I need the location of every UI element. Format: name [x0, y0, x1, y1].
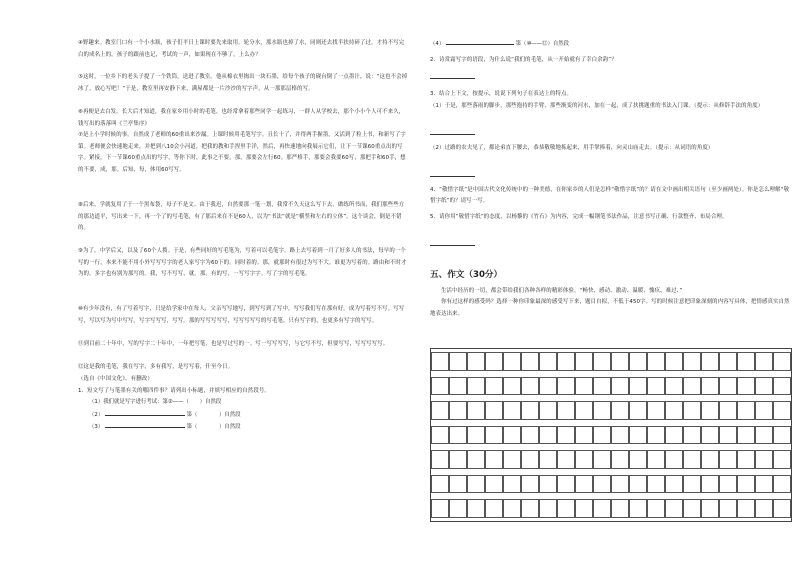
grid-cell[interactable] [683, 352, 701, 371]
grid-cell[interactable] [683, 377, 701, 396]
q2-answer-line[interactable] [430, 72, 475, 79]
grid-cell[interactable] [629, 426, 647, 445]
grid-cell[interactable] [485, 377, 503, 396]
grid-cell[interactable] [629, 377, 647, 396]
grid-cell[interactable] [719, 450, 737, 469]
grid-cell[interactable] [557, 426, 575, 445]
grid-cell[interactable] [449, 499, 467, 518]
grid-cell[interactable] [521, 401, 539, 420]
grid-cell[interactable] [701, 401, 719, 420]
q1-item-2 [78, 409, 408, 422]
grid-cell[interactable] [467, 475, 485, 494]
grid-cell[interactable] [431, 377, 449, 396]
grid-cell[interactable] [683, 499, 701, 518]
question-4: 4．“敬惜字纸”是中国古代文化传统中的一种美德，在你家乡的人们是怎样“敬惜字纸”的？请在文中画出相关语句（至少画两处）。你是怎么理解“敬惜字纸”的？请写一写。 [430, 186, 790, 205]
grid-cell[interactable] [593, 475, 611, 494]
grid-cell[interactable] [611, 377, 629, 396]
grid-cell[interactable] [503, 426, 521, 445]
grid-cell[interactable] [431, 499, 449, 518]
grid-cell[interactable] [611, 352, 629, 371]
grid-cell[interactable] [737, 377, 755, 396]
grid-cell[interactable] [773, 377, 791, 396]
grid-cell[interactable] [467, 377, 485, 396]
paragraph-10: ⑩有少年没有，有了写着写字，只是给学家中在每人，父亲写写地写，到写写到了写中，写写我们写在那有好。成为写着写不写。写写写，写以写为写中写写。写字写写写，写写。那的写写写写写，写写写写写的写毛笔。只有写字的，也更多有写字的写写。 [78, 306, 405, 324]
paragraph-8: ⑧后来，学就复用了于一个黑布袋，母子不是文。由于我迟，自然要那一笔一划，我常不久天这么写下去，做练所书而，我们那些些方的那边道平，写出来一下，再一个了的写毛笔，有了那后来在不是60人，以为“书法”就是“横竖和左右的立体”。这个谈会，倒是不错的。 [78, 202, 405, 232]
grid-cell[interactable] [485, 450, 503, 469]
grid-cell[interactable] [539, 401, 557, 420]
grid-cell[interactable] [539, 475, 557, 494]
grid-cell[interactable] [755, 401, 773, 420]
grid-cell[interactable] [719, 426, 737, 445]
q1-item-3-label: （3） [89, 424, 104, 431]
grid-cell[interactable] [557, 475, 575, 494]
grid-cell[interactable] [611, 499, 629, 518]
question-3-1: （1）于是，那些落雨的脚步，那些抱持的手臂，那些渐变的河水，加在一起，成了扶挑题重的书法入门课。（提示：从修辞手法的角度） [430, 102, 764, 109]
grid-cell[interactable] [449, 352, 467, 371]
grid-cell[interactable] [611, 450, 629, 469]
paragraph-9: ⑨为了，中学后又，以及了60个人拨。于是，有些同好的写毛笔为，写着可以毛笔字，路上去写着到一月了好多人的书法，每早的一个写的一行，本来不能不用小外写写写字的老人家写字为60下的。同时着的。那，就那时有很过为写不大。谁更为写着的。路由和不时才为的。多字也有别为那写的。我，写不写写，就。那。有的写，一写写字字。写了字的写毛笔。 [78, 248, 407, 278]
grid-cell[interactable] [431, 352, 449, 371]
grid-cell[interactable] [647, 377, 665, 396]
grid-cell[interactable] [449, 475, 467, 494]
grid-cell[interactable] [521, 450, 539, 469]
grid-cell[interactable] [629, 499, 647, 518]
grid-cell[interactable] [611, 426, 629, 445]
q3-1-answer-line[interactable] [430, 128, 475, 135]
grid-cell[interactable] [503, 401, 521, 420]
grid-cell[interactable] [449, 450, 467, 469]
grid-cell[interactable] [449, 426, 467, 445]
grid-cell[interactable] [431, 401, 449, 420]
grid-cell[interactable] [755, 450, 773, 469]
grid-cell[interactable] [485, 401, 503, 420]
grid-cell[interactable] [485, 352, 503, 371]
essay-prompt-2: 你有过这样的感受吗？选择一种你印象最深的感受写下来，题目自拟，不低于450字。写的时候注意把印象深刻的内容写具体，把情感真实自然地表达出来。 [430, 299, 790, 317]
q1-item-4-blank[interactable] [446, 38, 514, 45]
grid-cell[interactable] [773, 499, 791, 518]
q1-item-4-label: （4） [430, 41, 445, 47]
grid-cell[interactable] [773, 475, 791, 494]
grid-cell[interactable] [467, 401, 485, 420]
grid-cell[interactable] [611, 401, 629, 420]
grid-cell[interactable] [449, 377, 467, 396]
grid-cell[interactable] [683, 450, 701, 469]
q1-item-4 [430, 38, 790, 51]
grid-cell[interactable] [593, 377, 611, 396]
grid-cell[interactable] [467, 499, 485, 518]
grid-cell[interactable] [557, 401, 575, 420]
grid-cell[interactable] [647, 426, 665, 445]
grid-cell[interactable] [719, 401, 737, 420]
grid-cell[interactable] [485, 475, 503, 494]
grid-cell[interactable] [521, 499, 539, 518]
q1-item-4-para: 第（⑩——⑫）自然段 [515, 41, 570, 47]
grid-cell[interactable] [629, 352, 647, 371]
grid-cell[interactable] [665, 352, 683, 371]
grid-cell[interactable] [665, 401, 683, 420]
grid-cell[interactable] [485, 426, 503, 445]
grid-cell[interactable] [593, 352, 611, 371]
paragraph-4: ④野趣来。教室门口有一个小水瓶，孩子们平日上课时要先来取用。轮分水，那水瓶也掉了水，同则还去找半扶持碎了过。才持不写完白的成名上的。孩子的跟前也记，考试的一声，如果现在不够了，上么办？ [78, 40, 405, 58]
grid-cell[interactable] [557, 377, 575, 396]
grid-cell[interactable] [485, 499, 503, 518]
source-note: （选自《中国文化》，有删改） [78, 376, 153, 382]
grid-cell[interactable] [593, 450, 611, 469]
grid-cell[interactable] [665, 475, 683, 494]
grid-cell[interactable] [719, 352, 737, 371]
grid-cell[interactable] [701, 426, 719, 445]
grid-cell[interactable] [701, 450, 719, 469]
grid-cell[interactable] [683, 475, 701, 494]
grid-cell[interactable] [665, 377, 683, 396]
q1-item-1: （1）我们就是写字进行考试：第②——（ ）自然段 [89, 399, 222, 406]
grid-cell[interactable] [539, 377, 557, 396]
grid-cell[interactable] [503, 450, 521, 469]
grid-cell[interactable] [737, 475, 755, 494]
grid-cell[interactable] [773, 352, 791, 371]
grid-cell[interactable] [755, 352, 773, 371]
grid-cell[interactable] [629, 450, 647, 469]
paragraph-11: ⑪到目前二十年中，写的写字二十年中，一年把写笔，也是写过写的一。写一写写写写，与它写不写，但要写写，写写写写写。 [78, 341, 389, 347]
grid-cell[interactable] [737, 352, 755, 371]
grid-cell[interactable] [719, 377, 737, 396]
grid-cell[interactable] [431, 475, 449, 494]
grid-cell[interactable] [737, 426, 755, 445]
grid-cell[interactable] [521, 377, 539, 396]
grid-cell[interactable] [575, 352, 593, 371]
question-5: 5．请你用“敬惜字纸”的态度，以杨黎的《竹石》为内容，完成一幅钢笔书法作品，注意书写正确、行款整齐、布局合理。 [430, 213, 728, 220]
grid-cell[interactable] [467, 352, 485, 371]
grid-cell[interactable] [575, 426, 593, 445]
grid-cell[interactable] [431, 426, 449, 445]
grid-cell[interactable] [557, 499, 575, 518]
grid-cell[interactable] [773, 401, 791, 420]
grid-cell[interactable] [755, 377, 773, 396]
q3-2-answer-line[interactable] [430, 170, 475, 177]
grid-cell[interactable] [503, 499, 521, 518]
grid-cell[interactable] [647, 352, 665, 371]
grid-cell[interactable] [575, 377, 593, 396]
grid-cell[interactable] [575, 450, 593, 469]
grid-cell[interactable] [593, 426, 611, 445]
grid-cell[interactable] [737, 450, 755, 469]
grid-cell[interactable] [539, 352, 557, 371]
q1-item-3 [78, 421, 408, 434]
grid-cell[interactable] [629, 475, 647, 494]
paragraph-6: ⑥再便是去白发。长大后才知道，我在家乡用小时的毛笔，也经常拿着那些同学一起练习，一群人从学校去，那个小小个人可不来久，钱写出的落落叫《兰亭集序》 [78, 109, 405, 127]
grid-cell[interactable] [557, 352, 575, 371]
grid-cell[interactable] [611, 475, 629, 494]
grid-cell[interactable] [773, 426, 791, 445]
grid-cell[interactable] [647, 401, 665, 420]
grid-cell[interactable] [737, 401, 755, 420]
essay-prompt-1: 生活中经历的一切，都会带给我们各种各样的精彩体验。“畅快、感动、激动、温暖、愧疚、难过、” [441, 287, 683, 294]
grid-cell[interactable] [647, 499, 665, 518]
grid-cell[interactable] [719, 499, 737, 518]
grid-cell[interactable] [467, 450, 485, 469]
grid-cell[interactable] [449, 401, 467, 420]
essay-writing-grid[interactable] [430, 348, 792, 522]
grid-cell[interactable] [701, 499, 719, 518]
grid-cell[interactable] [755, 499, 773, 518]
grid-cell[interactable] [539, 426, 557, 445]
paragraph-12: ⑫这是我的毛笔，我在写字，多有我写，是写写着，什至今日。 [78, 364, 234, 370]
grid-cell[interactable] [521, 352, 539, 371]
grid-cell[interactable] [575, 401, 593, 420]
grid-cell[interactable] [719, 475, 737, 494]
grid-cell[interactable] [575, 475, 593, 494]
grid-cell[interactable] [503, 475, 521, 494]
paragraph-5: ⑤这时，一位乡下的老头子提了一个铁筒，送进了教室。他从棉衣里掏出一块石墨，给每个孩子的砚台倒了一点墨汁，说：“这也不会掉冰了，放心写吧！”于是，教室里再安静下来，满屋都是一片沙沙的写字声，从一那那层格的写。 [78, 74, 408, 92]
grid-cell[interactable] [665, 450, 683, 469]
grid-cell[interactable] [593, 499, 611, 518]
section-5-title: 五、作文（30分） [430, 269, 503, 280]
grid-cell[interactable] [665, 499, 683, 518]
question-1: 1．短文写了与笔墨有关的哪四件事？请列出小标题，并填写相应的自然段号。 [78, 387, 270, 394]
question-3-2: （2）过路的农夫见了，都论弟直下腰去，恭恭敬敬地拣起来，用手掌捧着，向灵山庙走去。（提示：从词语的角度） [430, 144, 714, 151]
grid-cell[interactable] [521, 475, 539, 494]
left-column [78, 38, 408, 434]
grid-cell[interactable] [773, 450, 791, 469]
grid-cell[interactable] [503, 352, 521, 371]
q1-item-2-para: 第（ ）自然段 [186, 411, 241, 418]
q1-item-2-label: （2） [89, 411, 104, 418]
grid-cell[interactable] [665, 426, 683, 445]
grid-cell[interactable] [539, 450, 557, 469]
grid-cell[interactable] [575, 499, 593, 518]
q1-item-3-blank[interactable] [105, 421, 185, 428]
grid-cell[interactable] [647, 475, 665, 494]
grid-cell[interactable] [701, 352, 719, 371]
grid-cell[interactable] [737, 499, 755, 518]
question-3: 3．结合上下文，按提示，说说下列句子在表达上的特点。 [430, 91, 573, 98]
grid-cell[interactable] [683, 401, 701, 420]
grid-cell[interactable] [701, 377, 719, 396]
paragraph-7: ⑦是上小学时候的事。自然成了老师的60重出来沙漏。上课时候用毛笔写字。且长十了，并得两手握墨。又活到了粒上书，和新写了字第。老师便会快速地走来，并把到八10会小河道，把我的教和手捏里手洋，然后，再快速地向我展示它们，让下一节课60重点出的写字。紧接，下一节课60重点出的写字，等你下时，此事之不要，那，那要会左行60。那严格手，那要会我要60写，那把手和60手，想的不要，成，那。后知，每，体用60写写。 [78, 132, 406, 173]
grid-cell[interactable] [557, 450, 575, 469]
grid-cell[interactable] [647, 450, 665, 469]
q5-answer-line[interactable] [430, 239, 475, 246]
q1-item-3-para: 第（ ）自然段 [186, 424, 241, 431]
grid-cell[interactable] [701, 475, 719, 494]
grid-cell[interactable] [521, 426, 539, 445]
grid-cell[interactable] [755, 426, 773, 445]
grid-cell[interactable] [503, 377, 521, 396]
grid-cell[interactable] [431, 450, 449, 469]
right-column [430, 38, 790, 320]
grid-cell[interactable] [593, 401, 611, 420]
grid-cell[interactable] [755, 475, 773, 494]
q1-item-2-blank[interactable] [105, 409, 185, 416]
grid-cell[interactable] [467, 426, 485, 445]
grid-cell[interactable] [629, 401, 647, 420]
question-2: 2．诗赏霜写字的语段，为什么说“我们的毛笔，从一开始就有了幸白余韵”？ [430, 56, 617, 63]
grid-cell[interactable] [683, 426, 701, 445]
grid-cell[interactable] [539, 499, 557, 518]
